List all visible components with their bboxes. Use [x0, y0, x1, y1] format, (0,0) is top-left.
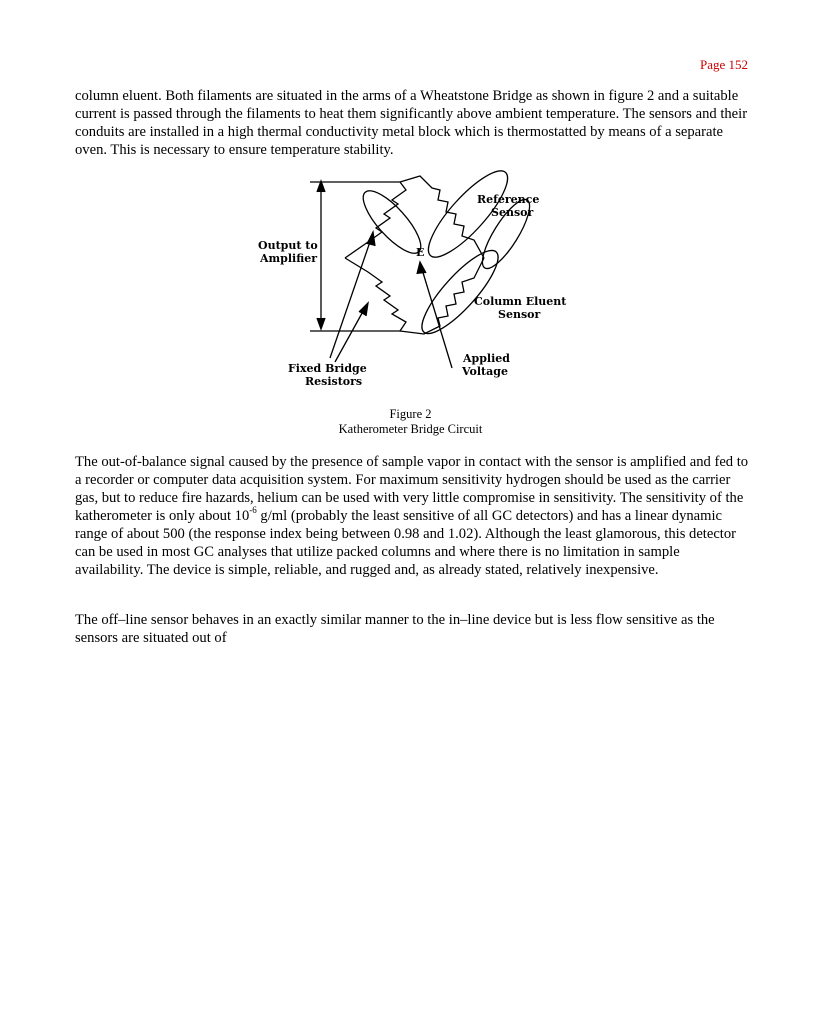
ellipse-column — [412, 241, 508, 343]
label-fixed-2: Resistors — [305, 375, 363, 388]
resistor-lower-left — [345, 258, 406, 331]
sensor-reference — [400, 176, 484, 258]
applied-arrow — [417, 262, 426, 274]
label-applied-2: Voltage — [462, 365, 508, 378]
fixed-arrow-2 — [359, 303, 368, 316]
figure-caption-number: Figure 2 — [389, 407, 432, 421]
label-reference-2: Sensor — [491, 206, 534, 219]
label-fixed-1: Fixed Bridge — [288, 362, 367, 375]
figure-caption-title: Katherometer Bridge Circuit — [338, 422, 483, 436]
label-output-1: Output to — [258, 239, 318, 252]
paragraph-2 — [75, 453, 751, 579]
resistor-upper-left — [345, 182, 406, 258]
paragraph-2-text-a: The out-of-balance signal caused by the presence of sample vapor in contact with the sensor is amplified and fed to a recorder or computer data acquisition system. For maximum sensitivity hydrogen should be used as the carrier gas, but to reduce fire hazards, helium can be used with very little compromise in sensitivity. The sensitivity of the katherometer is only about 10 — [75, 454, 749, 524]
paragraph-3: The off–line sensor behaves in an exactly similar manner to the in–line device but is less flow sensitive as the sensors are situated out of — [75, 612, 715, 646]
sensor-column-eluent — [400, 258, 484, 334]
label-reference-1: Reference — [477, 193, 540, 206]
label-e: E — [416, 246, 425, 259]
fixed-arrow-1 — [367, 232, 375, 246]
paragraph-1: column eluent. Both filaments are situated in the arms of a Wheatstone Bridge as shown in figure 2 and a suitable current is passed through the filaments to heat them significantly above ambient temperature. The sensors and their conduits are installed in a high thermal conductivity metal block which is thermostatted by means of a separate oven. This is necessary to ensure temperature stability. — [75, 88, 748, 158]
output-arrow-bottom — [317, 318, 325, 329]
label-output-2: Amplifier — [260, 252, 318, 265]
paragraph-2-exponent: -6 — [249, 505, 257, 516]
label-column-1: Column Eluent — [474, 295, 567, 308]
fixed-pointer-2 — [335, 306, 366, 362]
page-number: Page 152 — [699, 57, 748, 72]
label-applied-1: Applied — [463, 352, 510, 365]
wheatstone-bridge-figure — [0, 0, 821, 450]
paragraph-2-text-b: g/ml (probably the least sensitive of all GC detectors) and has a linear dynamic range of about 500 (the response index being between 0.98 and 1.02). Although the least glamorous, this detector can be used in most GC analyses that utilize packed columns and where there is no limitation in sample availability. The device is simple, reliable, and rugged and, as already stated, relatively inexpensive. — [75, 508, 737, 578]
label-column-2: Sensor — [498, 308, 541, 321]
